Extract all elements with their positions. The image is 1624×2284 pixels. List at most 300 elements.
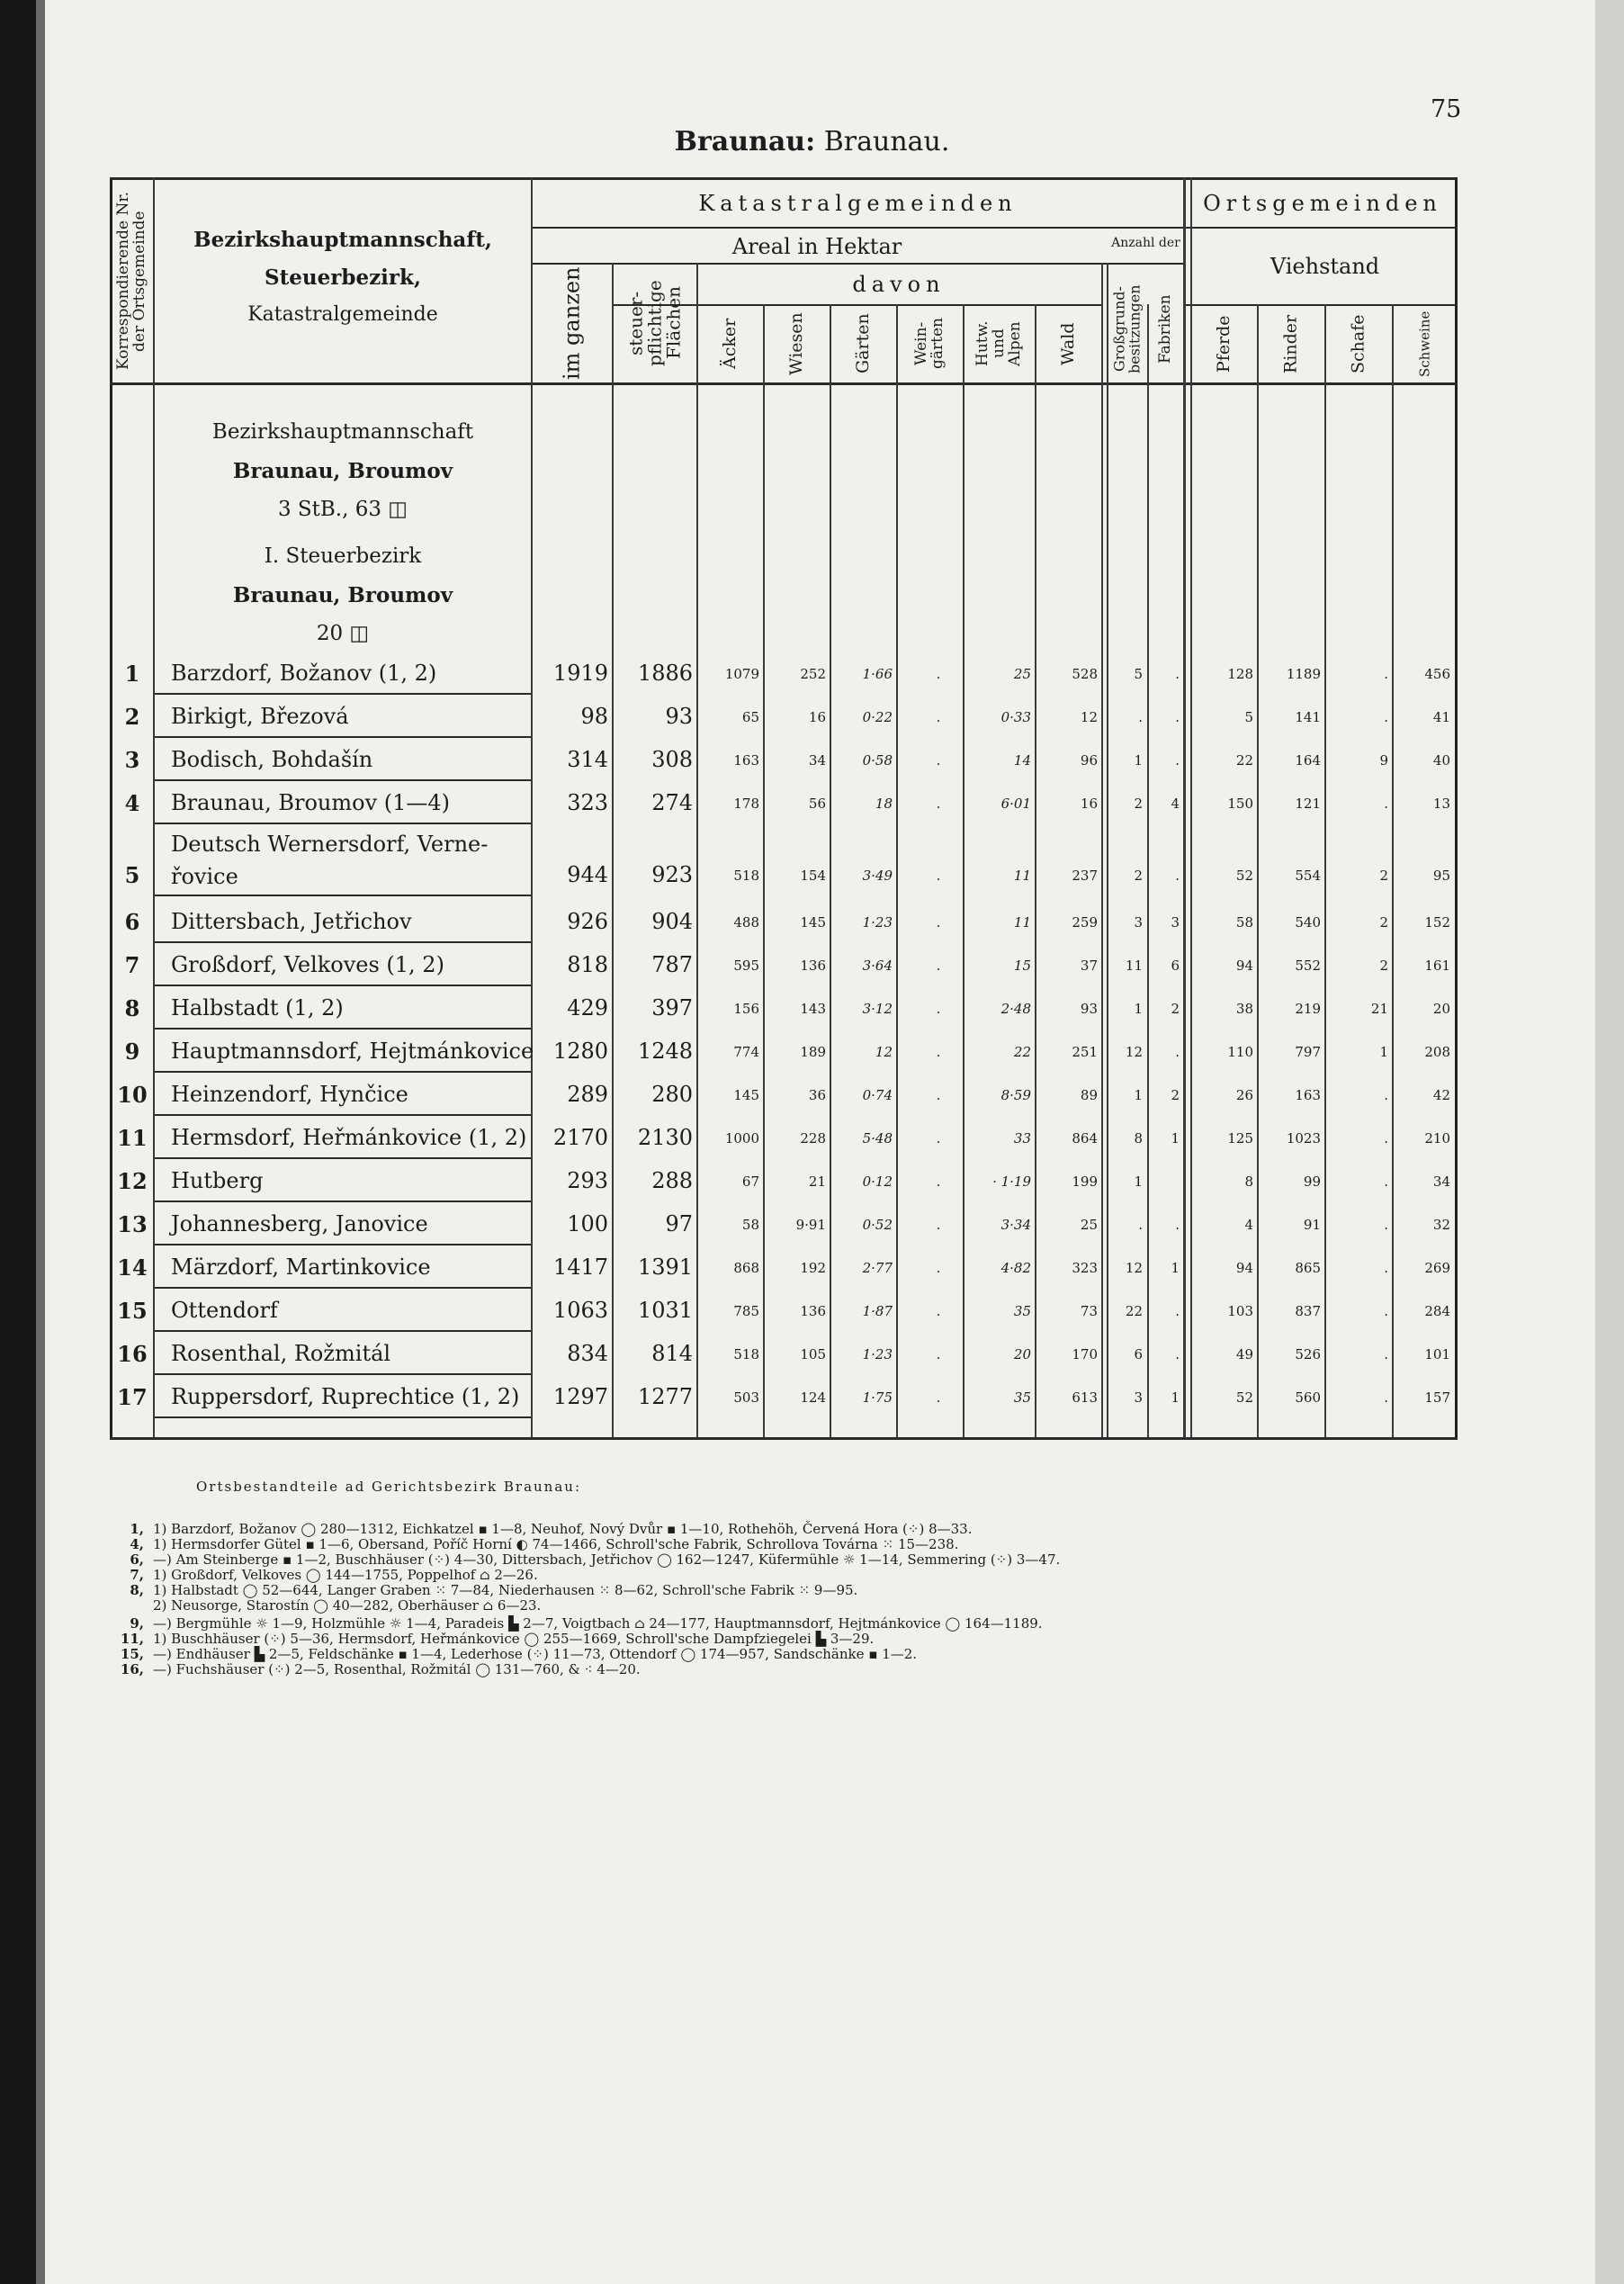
cell-schafe: . bbox=[1384, 796, 1388, 812]
cell-gaerten: 1·23 bbox=[862, 1346, 893, 1362]
cell-gross: 2 bbox=[1134, 868, 1143, 884]
cell-hutw: 14 bbox=[1013, 752, 1031, 769]
header-schweine: Schweine bbox=[1416, 310, 1433, 377]
footnote-text: 1) Buschhäuser (⁘) 5—36, Hermsdorf, Heřmánkovice ◯ 255—1669, Schroll'sche Dampfziegelei ▙ 3—29. bbox=[153, 1631, 875, 1647]
footnote-ref: 9, bbox=[130, 1615, 144, 1632]
cell-wiesen: 34 bbox=[808, 752, 826, 769]
cell-schweine: 284 bbox=[1424, 1303, 1450, 1319]
cell-ganzen: 98 bbox=[580, 704, 608, 729]
cell-schafe: . bbox=[1384, 1346, 1388, 1362]
cell-pferde: 8 bbox=[1244, 1173, 1253, 1190]
cell-schweine: 157 bbox=[1424, 1389, 1450, 1406]
cell-hutw: · 1·19 bbox=[992, 1173, 1031, 1190]
cell-aecker: 1079 bbox=[724, 666, 759, 682]
row-katastralgemeinde-name: Dittersbach, Jetřichov bbox=[171, 909, 412, 934]
row-katastralgemeinde-name: Johannesberg, Janovice bbox=[171, 1211, 428, 1236]
footnote-line bbox=[108, 1521, 973, 1537]
header-aecker: Äcker bbox=[720, 318, 740, 370]
cell-gaerten: 1·87 bbox=[862, 1303, 893, 1319]
cell-gaerten: 5·48 bbox=[862, 1130, 893, 1146]
cell-gaerten: 3·64 bbox=[862, 958, 893, 974]
cell-hutw: 0·33 bbox=[1000, 709, 1031, 725]
footnote-line bbox=[108, 1536, 958, 1552]
row-number: 5 bbox=[124, 862, 140, 888]
page-number: 75 bbox=[1431, 95, 1462, 123]
cell-ganzen: 1280 bbox=[552, 1039, 608, 1064]
header-grossgrundbesitzungen: Großgrund-besitzungen bbox=[1110, 284, 1144, 374]
row-katastralgemeinde-name: Großdorf, Velkoves (1, 2) bbox=[171, 952, 444, 977]
book-binding-shadow bbox=[0, 0, 36, 2284]
row-number: 6 bbox=[124, 909, 140, 935]
cell-wald: 16 bbox=[1080, 796, 1098, 812]
cell-fabr: 2 bbox=[1171, 1001, 1180, 1017]
cell-rinder: 837 bbox=[1295, 1303, 1321, 1319]
footnote-ref: 11, bbox=[120, 1631, 144, 1647]
cell-rinder: 865 bbox=[1295, 1260, 1321, 1276]
cell-schafe: . bbox=[1384, 709, 1388, 725]
cell-rinder: 1189 bbox=[1286, 666, 1321, 682]
cell-aecker: 774 bbox=[733, 1044, 759, 1060]
cell-wein: . bbox=[936, 1346, 941, 1362]
cell-schweine: 34 bbox=[1432, 1173, 1450, 1190]
cell-fabr: . bbox=[1175, 709, 1180, 725]
footnote-ref: 8, bbox=[130, 1582, 144, 1598]
cell-schafe: . bbox=[1384, 1173, 1388, 1190]
cell-steuer: 93 bbox=[665, 704, 693, 729]
cell-wald: 89 bbox=[1080, 1087, 1098, 1103]
cell-wald: 96 bbox=[1080, 752, 1098, 769]
cell-rinder: 163 bbox=[1295, 1087, 1321, 1103]
header-rule-4 bbox=[1183, 304, 1458, 306]
header-ortsgemeinden: Ortsgemeinden bbox=[1203, 191, 1442, 216]
cell-steuer: 1248 bbox=[637, 1039, 693, 1064]
footnote-ref: 4, bbox=[130, 1536, 144, 1552]
cell-hutw: 2·48 bbox=[1000, 1001, 1031, 1017]
cell-steuer: 787 bbox=[651, 952, 693, 977]
cell-ganzen: 1919 bbox=[552, 661, 608, 686]
cell-ganzen: 818 bbox=[567, 952, 608, 977]
row-rule bbox=[155, 1330, 531, 1332]
cell-rinder: 797 bbox=[1295, 1044, 1321, 1060]
cell-fabr: 2 bbox=[1171, 1087, 1180, 1103]
cell-aecker: 163 bbox=[733, 752, 759, 769]
cell-wein: . bbox=[936, 1044, 941, 1060]
row-rule bbox=[155, 1028, 531, 1030]
row-katastralgemeinde-name: Bodisch, Bohdašín bbox=[171, 747, 373, 772]
cell-wald: 37 bbox=[1080, 958, 1098, 974]
cell-gaerten: 0·58 bbox=[862, 752, 893, 769]
footnote-line bbox=[108, 1646, 917, 1662]
cell-pferde: 58 bbox=[1235, 914, 1253, 931]
cell-wiesen: 189 bbox=[800, 1044, 826, 1060]
cell-wein: . bbox=[936, 796, 941, 812]
footnote-line bbox=[108, 1661, 641, 1677]
cell-gross: 2 bbox=[1134, 796, 1143, 812]
footnote-line bbox=[108, 1631, 874, 1647]
col-divider bbox=[153, 177, 155, 1437]
cell-aecker: 488 bbox=[733, 914, 759, 931]
cell-schafe: . bbox=[1384, 1389, 1388, 1406]
cell-wein: . bbox=[936, 868, 941, 884]
cell-aecker: 503 bbox=[733, 1389, 759, 1406]
cell-wein: . bbox=[936, 1087, 941, 1103]
cell-fabr: . bbox=[1175, 666, 1180, 682]
header-bottom-rule bbox=[110, 382, 1458, 385]
header-bezirk-line1: Bezirkshauptmannschaft, bbox=[193, 228, 492, 252]
cell-steuer: 288 bbox=[651, 1168, 693, 1193]
cell-steuer: 97 bbox=[665, 1211, 693, 1236]
cell-fabr: 1 bbox=[1171, 1260, 1180, 1276]
row-rule bbox=[155, 985, 531, 986]
row-katastralgemeinde-name: Rosenthal, Rožmitál bbox=[171, 1341, 391, 1366]
cell-wiesen: 136 bbox=[800, 958, 826, 974]
cell-wald: 251 bbox=[1072, 1044, 1098, 1060]
cell-wein: . bbox=[936, 1217, 941, 1233]
cell-steuer: 1031 bbox=[637, 1298, 693, 1323]
cell-steuer: 2130 bbox=[637, 1125, 693, 1150]
footnote-ref: 16, bbox=[120, 1661, 144, 1677]
cell-gross: 12 bbox=[1125, 1260, 1143, 1276]
footnote-text: —) Endhäuser ▙ 2—5, Feldschänke ▪ 1—4, Lederhose (⁘) 11—73, Ottendorf ◯ 174—957, Sandschänke ▪ 1—2. bbox=[153, 1646, 918, 1662]
row-number: 14 bbox=[117, 1254, 148, 1281]
row-number: 10 bbox=[117, 1082, 148, 1108]
cell-wein: . bbox=[936, 1303, 941, 1319]
cell-rinder: 164 bbox=[1295, 752, 1321, 769]
cell-schweine: 152 bbox=[1424, 914, 1450, 931]
row-number: 7 bbox=[124, 952, 140, 978]
cell-ganzen: 1297 bbox=[552, 1384, 608, 1409]
cell-gross: 5 bbox=[1134, 666, 1143, 682]
footnote-text: 1) Hermsdorfer Gütel ▪ 1—6, Obersand, Poříč Horní ◐ 74—1466, Schroll'sche Fabrik, Schrollova Továrna ⁙ 15—238. bbox=[153, 1536, 959, 1552]
cell-schweine: 95 bbox=[1432, 868, 1450, 884]
cell-wald: 323 bbox=[1072, 1260, 1098, 1276]
row-rule bbox=[155, 895, 531, 896]
cell-fabr: 4 bbox=[1171, 796, 1180, 812]
header-viehstand: Viehstand bbox=[1270, 254, 1380, 279]
cell-ganzen: 1063 bbox=[552, 1298, 608, 1323]
cell-wiesen: 136 bbox=[800, 1303, 826, 1319]
cell-gross: 22 bbox=[1125, 1303, 1143, 1319]
header-fabriken: Fabriken bbox=[1156, 294, 1175, 364]
cell-schafe: . bbox=[1384, 1260, 1388, 1276]
cell-schafe: . bbox=[1384, 1303, 1388, 1319]
cell-fabr: 6 bbox=[1171, 958, 1180, 974]
cell-rinder: 540 bbox=[1295, 914, 1321, 931]
footnote-text: 1) Halbstadt ◯ 52—644, Langer Graben ⁙ 7—84, Niederhausen ⁙ 8—62, Schroll'sche Fabrik ⁙ 9—95. bbox=[153, 1582, 858, 1598]
cell-wein: . bbox=[936, 1173, 941, 1190]
cell-wiesen: 9·91 bbox=[795, 1217, 826, 1233]
row-katastralgemeinde-name: Hauptmannsdorf, Hejtmánkovice bbox=[171, 1039, 534, 1064]
cell-steuer: 814 bbox=[651, 1341, 693, 1366]
intro-steuerbezirke-count: 3 StB., 63 ◫ bbox=[277, 498, 408, 521]
header-davon: davon bbox=[852, 272, 946, 297]
cell-wald: 528 bbox=[1072, 666, 1098, 682]
cell-hutw: 8·59 bbox=[1000, 1087, 1031, 1103]
header-katastralgemeinden: Katastralgemeinden bbox=[698, 191, 1018, 216]
cell-schafe: 2 bbox=[1379, 868, 1388, 884]
page-edge bbox=[1595, 0, 1624, 2284]
table-bottom-rule bbox=[110, 1437, 1458, 1440]
cell-rinder: 141 bbox=[1295, 709, 1321, 725]
cell-fabr: . bbox=[1175, 1346, 1180, 1362]
cell-gross: 3 bbox=[1134, 914, 1143, 931]
cell-rinder: 552 bbox=[1295, 958, 1321, 974]
cell-wiesen: 145 bbox=[800, 914, 826, 931]
row-katastralgemeinde-name: Märzdorf, Martinkovice bbox=[171, 1254, 431, 1280]
cell-wein: . bbox=[936, 666, 941, 682]
header-wald: Wald bbox=[1058, 322, 1079, 365]
cell-schweine: 208 bbox=[1424, 1044, 1450, 1060]
cell-pferde: 4 bbox=[1244, 1217, 1253, 1233]
cell-steuer: 280 bbox=[651, 1082, 693, 1107]
cell-pferde: 5 bbox=[1244, 709, 1253, 725]
book-binding-edge bbox=[36, 0, 45, 2284]
cell-fabr: . bbox=[1175, 752, 1180, 769]
cell-wiesen: 228 bbox=[800, 1130, 826, 1146]
cell-pferde: 110 bbox=[1227, 1044, 1253, 1060]
header-weingaerten: Wein-gärten bbox=[912, 318, 947, 370]
footnote-text: 1) Barzdorf, Božanov ◯ 280—1312, Eichkatzel ▪ 1—8, Neuhof, Nový Dvůr ▪ 1—10, Rothehöh, Červená Hora (⁘) 8—33. bbox=[153, 1521, 973, 1537]
cell-ganzen: 323 bbox=[567, 790, 608, 815]
cell-fabr: 1 bbox=[1171, 1389, 1180, 1406]
cell-gaerten: 1·23 bbox=[862, 914, 893, 931]
cell-hutw: 33 bbox=[1013, 1130, 1031, 1146]
cell-pferde: 22 bbox=[1235, 752, 1253, 769]
cell-schafe: . bbox=[1384, 1087, 1388, 1103]
cell-hutw: 25 bbox=[1013, 666, 1031, 682]
cell-steuer: 274 bbox=[651, 790, 693, 815]
header-anzahl: Anzahl der bbox=[1111, 236, 1180, 250]
cell-rinder: 121 bbox=[1295, 796, 1321, 812]
cell-schweine: 42 bbox=[1432, 1087, 1450, 1103]
header-pferde: Pferde bbox=[1214, 315, 1234, 373]
cell-pferde: 103 bbox=[1227, 1303, 1253, 1319]
cell-aecker: 868 bbox=[733, 1260, 759, 1276]
cell-aecker: 178 bbox=[733, 796, 759, 812]
row-katastralgemeinde-name: Hermsdorf, Heřmánkovice (1, 2) bbox=[171, 1125, 527, 1150]
cell-hutw: 11 bbox=[1013, 868, 1031, 884]
cell-wiesen: 154 bbox=[800, 868, 826, 884]
row-katastralgemeinde-name: Braunau, Broumov (1—4) bbox=[171, 790, 451, 815]
footnote-ref: 6, bbox=[130, 1551, 144, 1568]
cell-steuer: 923 bbox=[651, 862, 693, 887]
header-bezirk-line3: Katastralgemeinde bbox=[247, 303, 438, 326]
row-rule bbox=[155, 1373, 531, 1375]
row-katastralgemeinde-name: Hutberg bbox=[171, 1168, 264, 1193]
footnote-line bbox=[108, 1597, 541, 1614]
header-rinder: Rinder bbox=[1280, 314, 1301, 373]
cell-wald: 73 bbox=[1080, 1303, 1098, 1319]
cell-fabr: . bbox=[1175, 1044, 1180, 1060]
row-katastralgemeinde-name: Ruppersdorf, Ruprechtice (1, 2) bbox=[171, 1384, 520, 1409]
footnote-text: 2) Neusorge, Starostín ◯ 40—282, Oberhäuser ⌂ 6—23. bbox=[153, 1597, 542, 1614]
cell-steuer: 1277 bbox=[637, 1384, 693, 1409]
cell-pferde: 94 bbox=[1235, 1260, 1253, 1276]
cell-rinder: 560 bbox=[1295, 1389, 1321, 1406]
cell-gaerten: 0·22 bbox=[862, 709, 893, 725]
cell-gaerten: 0·52 bbox=[862, 1217, 893, 1233]
cell-rinder: 554 bbox=[1295, 868, 1321, 884]
header-steuerpflichtige: steuer-pflichtige Flächen bbox=[624, 280, 685, 366]
cell-hutw: 3·34 bbox=[1000, 1217, 1031, 1233]
cell-wiesen: 143 bbox=[800, 1001, 826, 1017]
cell-fabr: 1 bbox=[1171, 1130, 1180, 1146]
row-katastralgemeinde-name: Birkigt, Březová bbox=[171, 704, 349, 729]
cell-pferde: 128 bbox=[1227, 666, 1253, 682]
cell-gross: . bbox=[1138, 709, 1143, 725]
row-rule bbox=[155, 779, 531, 781]
cell-ganzen: 1417 bbox=[552, 1254, 608, 1280]
cell-aecker: 785 bbox=[733, 1303, 759, 1319]
footnote-text: —) Fuchshäuser (⁘) 2—5, Rosenthal, Rožmitál ◯ 131—760, & ⁖ 4—20. bbox=[153, 1661, 641, 1677]
cell-gaerten: 1·66 bbox=[862, 666, 893, 682]
cell-wiesen: 16 bbox=[808, 709, 826, 725]
intro-braunau: Braunau, Broumov bbox=[232, 459, 453, 483]
intro-steuerbezirk: I. Steuerbezirk bbox=[264, 544, 422, 568]
cell-schweine: 40 bbox=[1432, 752, 1450, 769]
footnote-text: 1) Großdorf, Velkoves ◯ 144—1755, Poppelhof ⌂ 2—26. bbox=[153, 1567, 538, 1583]
intro-bezirkshauptmannschaft: Bezirkshauptmannschaft bbox=[211, 420, 474, 444]
page-title-bold: Braunau: bbox=[674, 126, 816, 157]
cell-schweine: 20 bbox=[1432, 1001, 1450, 1017]
header-gaerten: Gärten bbox=[853, 313, 874, 374]
row-katastralgemeinde-name: Deutsch Wernersdorf, Verne-řovice bbox=[171, 832, 489, 889]
cell-ganzen: 314 bbox=[567, 747, 608, 772]
cell-wald: 259 bbox=[1072, 914, 1098, 931]
cell-wein: . bbox=[936, 1389, 941, 1406]
row-number: 9 bbox=[124, 1039, 140, 1065]
cell-wald: 613 bbox=[1072, 1389, 1098, 1406]
cell-aecker: 518 bbox=[733, 1346, 759, 1362]
cell-rinder: 1023 bbox=[1286, 1130, 1321, 1146]
cell-wald: 864 bbox=[1072, 1130, 1098, 1146]
row-number: 12 bbox=[117, 1168, 148, 1194]
row-katastralgemeinde-name: Halbstadt (1, 2) bbox=[171, 995, 344, 1021]
intro-braunau-2: Braunau, Broumov bbox=[232, 583, 453, 607]
cell-gaerten: 2·77 bbox=[862, 1260, 893, 1276]
header-schafe: Schafe bbox=[1348, 314, 1368, 373]
cell-pferde: 26 bbox=[1235, 1087, 1253, 1103]
cell-wein: . bbox=[936, 752, 941, 769]
row-number: 17 bbox=[117, 1384, 148, 1410]
cell-steuer: 397 bbox=[651, 995, 693, 1021]
cell-aecker: 58 bbox=[741, 1217, 759, 1233]
cell-aecker: 156 bbox=[733, 1001, 759, 1017]
cell-wiesen: 56 bbox=[808, 796, 826, 812]
cell-gross: 1 bbox=[1134, 1001, 1143, 1017]
page-title bbox=[0, 126, 1624, 157]
header-hutweiden: Hutw. und Alpen bbox=[974, 320, 1024, 367]
cell-ganzen: 2170 bbox=[552, 1125, 608, 1150]
cell-pferde: 52 bbox=[1235, 1389, 1253, 1406]
cell-gaerten: 1·75 bbox=[862, 1389, 893, 1406]
row-rule bbox=[155, 941, 531, 943]
cell-hutw: 6·01 bbox=[1000, 796, 1031, 812]
footnote-ref: 1, bbox=[130, 1521, 144, 1537]
row-number: 8 bbox=[124, 995, 140, 1021]
cell-steuer: 1391 bbox=[637, 1254, 693, 1280]
row-rule bbox=[155, 736, 531, 738]
cell-aecker: 67 bbox=[741, 1173, 759, 1190]
cell-ganzen: 926 bbox=[567, 909, 608, 934]
cell-wiesen: 124 bbox=[800, 1389, 826, 1406]
cell-wald: 12 bbox=[1080, 709, 1098, 725]
cell-schweine: 101 bbox=[1424, 1346, 1450, 1362]
footnote-line bbox=[108, 1582, 857, 1598]
row-rule bbox=[155, 1416, 531, 1418]
cell-schweine: 41 bbox=[1432, 709, 1450, 725]
cell-wiesen: 36 bbox=[808, 1087, 826, 1103]
row-number: 3 bbox=[124, 747, 140, 773]
cell-aecker: 595 bbox=[733, 958, 759, 974]
cell-wiesen: 105 bbox=[800, 1346, 826, 1362]
cell-aecker: 1000 bbox=[724, 1130, 759, 1146]
cell-gross: 11 bbox=[1125, 958, 1143, 974]
cell-gross: 8 bbox=[1134, 1130, 1143, 1146]
cell-gaerten: 0·12 bbox=[862, 1173, 893, 1190]
cell-steuer: 1886 bbox=[637, 661, 693, 686]
cell-gross: 1 bbox=[1134, 752, 1143, 769]
cell-steuer: 308 bbox=[651, 747, 693, 772]
footnote-line bbox=[108, 1551, 1060, 1568]
cell-gross: . bbox=[1138, 1217, 1143, 1233]
row-number: 1 bbox=[124, 661, 140, 687]
cell-schafe: . bbox=[1384, 1130, 1388, 1146]
cell-wein: . bbox=[936, 1130, 941, 1146]
cell-wein: . bbox=[936, 709, 941, 725]
row-number: 4 bbox=[124, 790, 140, 816]
footnote-ref: 7, bbox=[130, 1567, 144, 1583]
row-katastralgemeinde-name: Barzdorf, Božanov (1, 2) bbox=[171, 661, 437, 686]
cell-wein: . bbox=[936, 1001, 941, 1017]
cell-schafe: 9 bbox=[1379, 752, 1388, 769]
cell-pferde: 49 bbox=[1235, 1346, 1253, 1362]
cell-wald: 237 bbox=[1072, 868, 1098, 884]
header-areal: Areal in Hektar bbox=[731, 234, 902, 259]
cell-wiesen: 252 bbox=[800, 666, 826, 682]
footnote-title: Ortsbestandteile ad Gerichtsbezirk Braunau: bbox=[196, 1479, 581, 1495]
cell-aecker: 518 bbox=[733, 868, 759, 884]
header-rule-2 bbox=[531, 263, 1183, 265]
cell-ganzen: 944 bbox=[567, 862, 608, 887]
footnote-line bbox=[108, 1567, 538, 1583]
cell-gaerten: 12 bbox=[875, 1044, 893, 1060]
row-rule bbox=[155, 1114, 531, 1116]
header-bezirk-line2: Steuerbezirk, bbox=[265, 265, 421, 290]
cell-hutw: 22 bbox=[1013, 1044, 1031, 1060]
cell-gross: 1 bbox=[1134, 1087, 1143, 1103]
cell-ganzen: 293 bbox=[567, 1168, 608, 1193]
cell-rinder: 99 bbox=[1303, 1173, 1321, 1190]
cell-schafe: . bbox=[1384, 1217, 1388, 1233]
cell-hutw: 35 bbox=[1013, 1389, 1031, 1406]
cell-wein: . bbox=[936, 914, 941, 931]
cell-gaerten: 3·49 bbox=[862, 868, 893, 884]
cell-schweine: 13 bbox=[1432, 796, 1450, 812]
row-rule bbox=[155, 1287, 531, 1289]
cell-gross: 6 bbox=[1134, 1346, 1143, 1362]
row-number: 13 bbox=[117, 1211, 148, 1237]
cell-gaerten: 3·12 bbox=[862, 1001, 893, 1017]
cell-schafe: . bbox=[1384, 666, 1388, 682]
row-rule bbox=[155, 823, 531, 824]
cell-fabr: . bbox=[1175, 1217, 1180, 1233]
row-number: 11 bbox=[117, 1125, 148, 1151]
cell-hutw: 20 bbox=[1013, 1346, 1031, 1362]
cell-schweine: 210 bbox=[1424, 1130, 1450, 1146]
cell-hutw: 15 bbox=[1013, 958, 1031, 974]
cell-wiesen: 21 bbox=[808, 1173, 826, 1190]
